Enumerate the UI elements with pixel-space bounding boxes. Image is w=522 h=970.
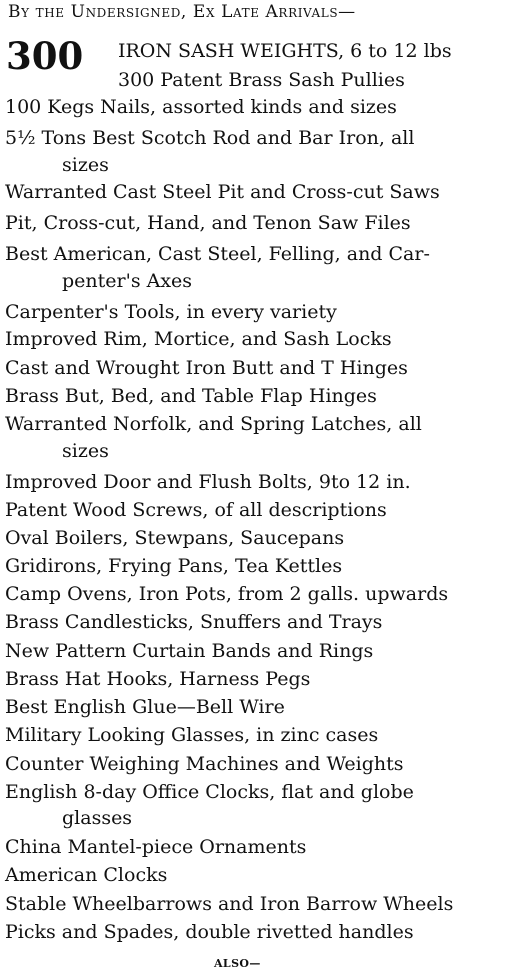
list-item: Brass But, Bed, and Table Flap Hinges [5, 385, 377, 407]
list-item: Carpenter's Tools, in every variety [5, 301, 337, 323]
list-item: China Mantel-piece Ornaments [5, 836, 307, 858]
list-item: Gridirons, Frying Pans, Tea Kettles [5, 555, 343, 577]
footer-also: ALSO— [214, 957, 261, 970]
list-item: Brass Hat Hooks, Harness Pegs [5, 668, 311, 690]
list-item: Oval Boilers, Stewpans, Saucepans [5, 527, 345, 549]
list-item: Best American, Cast Steel, Felling, and Car- [5, 243, 430, 265]
list-item: 100 Kegs Nails, assorted kinds and sizes [5, 96, 397, 118]
list-item: Pit, Cross-cut, Hand, and Tenon Saw Files [5, 212, 411, 234]
list-item: Picks and Spades, double rivetted handles [5, 921, 414, 943]
list-item: Patent Wood Screws, of all descriptions [5, 499, 387, 521]
list-item: Military Looking Glasses, in zinc cases [5, 724, 379, 746]
list-item: Counter Weighing Machines and Weights [5, 753, 404, 775]
list-item: New Pattern Curtain Bands and Rings [5, 640, 374, 662]
list-item: Improved Door and Flush Bolts, 9to 12 in. [5, 471, 411, 493]
list-item: English 8-day Office Clocks, flat and globe [5, 781, 414, 803]
list-item: Brass Candlesticks, Snuffers and Trays [5, 611, 383, 633]
lead-item-line: 300 Patent Brass Sash Pullies [118, 69, 405, 91]
lead-item-line: IRON SASH WEIGHTS, 6 to 12 lbs [118, 40, 452, 62]
list-item: Stable Wheelbarrows and Iron Barrow Wheels [5, 893, 454, 915]
list-item: Best English Glue—Bell Wire [5, 696, 285, 718]
list-item-continuation: glasses [62, 807, 133, 829]
advertisement-heading: By the Undersigned, Ex Late Arrivals— [8, 2, 356, 22]
list-item-continuation: penter's Axes [62, 270, 193, 292]
list-item-continuation: sizes [62, 440, 109, 462]
list-item: 5½ Tons Best Scotch Rod and Bar Iron, all [5, 127, 415, 149]
list-item-continuation: sizes [62, 154, 109, 176]
list-item: Warranted Norfolk, and Spring Latches, all [5, 413, 422, 435]
list-item: American Clocks [5, 864, 168, 886]
list-item: Warranted Cast Steel Pit and Cross-cut Saws [5, 181, 440, 203]
list-item: Camp Ovens, Iron Pots, from 2 galls. upwards [5, 583, 449, 605]
lead-quantity: 300 [6, 34, 84, 78]
list-item: Cast and Wrought Iron Butt and T Hinges [5, 357, 408, 379]
list-item: Improved Rim, Mortice, and Sash Locks [5, 328, 392, 350]
